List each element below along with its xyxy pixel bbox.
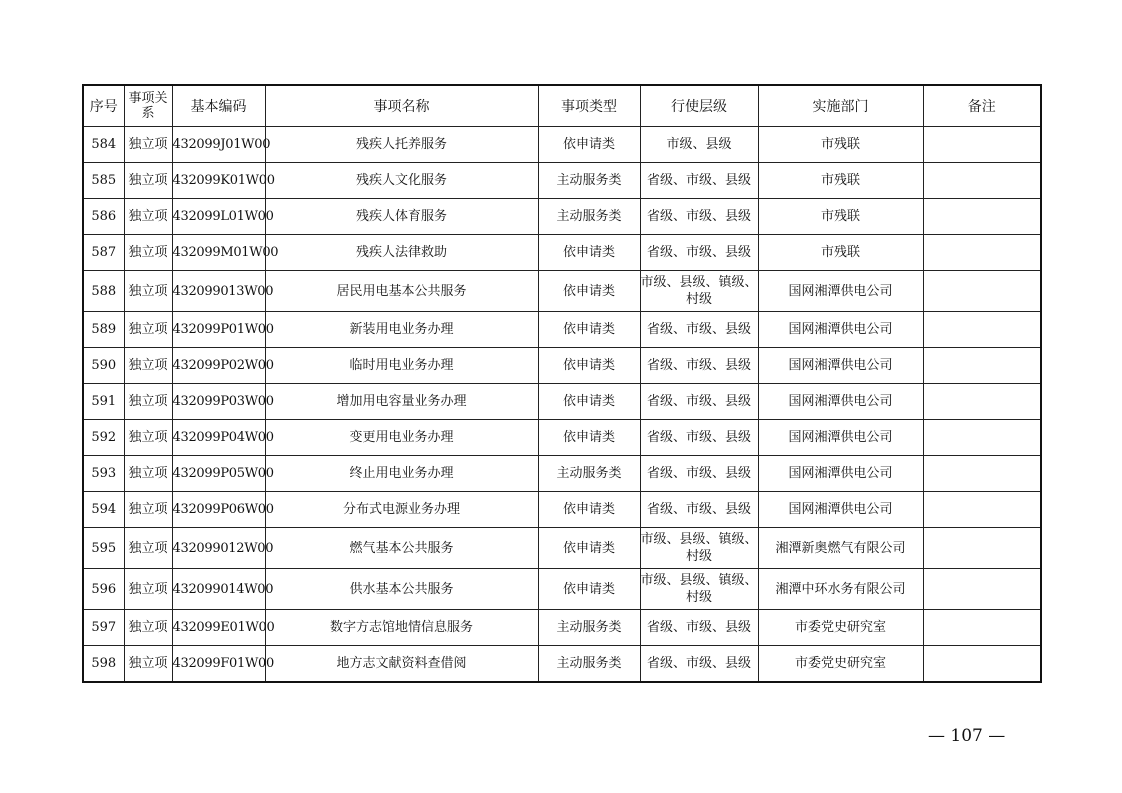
- cell-note: [923, 569, 1041, 610]
- cell-name: 居民用电基本公共服务: [265, 271, 538, 312]
- cell-name: 数字方志馆地情信息服务: [265, 610, 538, 646]
- table-row: [83, 610, 1041, 646]
- table-row: [83, 127, 1041, 163]
- cell-level: 省级、市级、县级: [640, 492, 758, 528]
- cell-code: 432099012W00: [172, 528, 265, 569]
- cell-name: 分布式电源业务办理: [265, 492, 538, 528]
- header-note: 备注: [923, 85, 1041, 127]
- cell-name: 临时用电业务办理: [265, 348, 538, 384]
- cell-note: [923, 348, 1041, 384]
- cell-relation: 独立项: [124, 492, 172, 528]
- cell-type: 依申请类: [538, 384, 640, 420]
- cell-level: 省级、市级、县级: [640, 420, 758, 456]
- cell-name: 残疾人法律救助: [265, 235, 538, 271]
- cell-type: 依申请类: [538, 528, 640, 569]
- cell-level: 市级、县级、镇级、村级: [640, 528, 758, 569]
- cell-name: 增加用电容量业务办理: [265, 384, 538, 420]
- service-items-table: [82, 84, 1042, 683]
- cell-relation: 独立项: [124, 456, 172, 492]
- cell-no: 589: [83, 312, 124, 348]
- cell-name: 残疾人文化服务: [265, 163, 538, 199]
- cell-note: [923, 528, 1041, 569]
- header-level: 行使层级: [640, 85, 758, 127]
- cell-note: [923, 610, 1041, 646]
- cell-dept: 市残联: [758, 127, 923, 163]
- cell-relation: 独立项: [124, 235, 172, 271]
- cell-name: 终止用电业务办理: [265, 456, 538, 492]
- header-name: 事项名称: [265, 85, 538, 127]
- table-header-row: [83, 85, 1041, 127]
- cell-relation: 独立项: [124, 384, 172, 420]
- cell-note: [923, 420, 1041, 456]
- cell-relation: 独立项: [124, 420, 172, 456]
- cell-no: 594: [83, 492, 124, 528]
- cell-code: 432099P01W00: [172, 312, 265, 348]
- table-row: [83, 384, 1041, 420]
- cell-relation: 独立项: [124, 127, 172, 163]
- cell-level: 省级、市级、县级: [640, 163, 758, 199]
- header-code: 基本编码: [172, 85, 265, 127]
- cell-type: 主动服务类: [538, 646, 640, 683]
- cell-dept: 国网湘潭供电公司: [758, 492, 923, 528]
- cell-dept: 湘潭中环水务有限公司: [758, 569, 923, 610]
- table-row: [83, 528, 1041, 569]
- cell-level: 省级、市级、县级: [640, 384, 758, 420]
- cell-type: 依申请类: [538, 127, 640, 163]
- cell-dept: 市残联: [758, 235, 923, 271]
- cell-no: 592: [83, 420, 124, 456]
- cell-name: 新装用电业务办理: [265, 312, 538, 348]
- cell-no: 588: [83, 271, 124, 312]
- table-row: [83, 163, 1041, 199]
- table-row: [83, 420, 1041, 456]
- cell-no: 587: [83, 235, 124, 271]
- cell-type: 依申请类: [538, 492, 640, 528]
- cell-code: 432099E01W00: [172, 610, 265, 646]
- cell-name: 供水基本公共服务: [265, 569, 538, 610]
- table-row: [83, 348, 1041, 384]
- cell-type: 依申请类: [538, 348, 640, 384]
- cell-dept: 国网湘潭供电公司: [758, 271, 923, 312]
- table-row: [83, 199, 1041, 235]
- cell-note: [923, 199, 1041, 235]
- cell-name: 残疾人体育服务: [265, 199, 538, 235]
- header-dept: 实施部门: [758, 85, 923, 127]
- cell-level: 省级、市级、县级: [640, 199, 758, 235]
- cell-level: 省级、市级、县级: [640, 348, 758, 384]
- table-row: [83, 235, 1041, 271]
- cell-name: 燃气基本公共服务: [265, 528, 538, 569]
- cell-no: 591: [83, 384, 124, 420]
- cell-relation: 独立项: [124, 163, 172, 199]
- cell-level: 省级、市级、县级: [640, 235, 758, 271]
- cell-relation: 独立项: [124, 610, 172, 646]
- cell-level: 省级、市级、县级: [640, 312, 758, 348]
- cell-code: 432099F01W00: [172, 646, 265, 683]
- cell-type: 依申请类: [538, 235, 640, 271]
- cell-no: 590: [83, 348, 124, 384]
- cell-relation: 独立项: [124, 528, 172, 569]
- table-row: [83, 456, 1041, 492]
- cell-no: 586: [83, 199, 124, 235]
- cell-dept: 市残联: [758, 199, 923, 235]
- cell-dept: 国网湘潭供电公司: [758, 456, 923, 492]
- table-row: [83, 271, 1041, 312]
- cell-relation: 独立项: [124, 646, 172, 683]
- cell-note: [923, 127, 1041, 163]
- cell-level: 市级、县级: [640, 127, 758, 163]
- cell-no: 597: [83, 610, 124, 646]
- cell-dept: 国网湘潭供电公司: [758, 384, 923, 420]
- cell-code: 432099014W00: [172, 569, 265, 610]
- cell-level: 省级、市级、县级: [640, 646, 758, 683]
- cell-note: [923, 312, 1041, 348]
- cell-relation: 独立项: [124, 569, 172, 610]
- table-row: [83, 646, 1041, 683]
- cell-note: [923, 271, 1041, 312]
- cell-type: 依申请类: [538, 420, 640, 456]
- cell-code: 432099J01W00: [172, 127, 265, 163]
- cell-note: [923, 163, 1041, 199]
- cell-level: 省级、市级、县级: [640, 456, 758, 492]
- cell-relation: 独立项: [124, 312, 172, 348]
- cell-level: 省级、市级、县级: [640, 610, 758, 646]
- header-relation: 事项关系: [124, 85, 172, 127]
- cell-note: [923, 492, 1041, 528]
- table-row: [83, 312, 1041, 348]
- cell-type: 依申请类: [538, 271, 640, 312]
- cell-note: [923, 646, 1041, 683]
- cell-relation: 独立项: [124, 271, 172, 312]
- cell-no: 584: [83, 127, 124, 163]
- cell-dept: 市委党史研究室: [758, 646, 923, 683]
- table-row: [83, 492, 1041, 528]
- page-number: — 107 —: [928, 726, 1006, 746]
- cell-type: 主动服务类: [538, 456, 640, 492]
- cell-no: 593: [83, 456, 124, 492]
- cell-type: 主动服务类: [538, 199, 640, 235]
- cell-no: 585: [83, 163, 124, 199]
- cell-no: 596: [83, 569, 124, 610]
- cell-code: 432099L01W00: [172, 199, 265, 235]
- cell-code: 432099P05W00: [172, 456, 265, 492]
- cell-no: 595: [83, 528, 124, 569]
- cell-code: 432099M01W00: [172, 235, 265, 271]
- cell-code: 432099P03W00: [172, 384, 265, 420]
- cell-note: [923, 235, 1041, 271]
- cell-dept: 国网湘潭供电公司: [758, 348, 923, 384]
- cell-relation: 独立项: [124, 199, 172, 235]
- cell-name: 残疾人托养服务: [265, 127, 538, 163]
- cell-code: 432099K01W00: [172, 163, 265, 199]
- cell-dept: 国网湘潭供电公司: [758, 420, 923, 456]
- cell-dept: 市委党史研究室: [758, 610, 923, 646]
- cell-type: 依申请类: [538, 312, 640, 348]
- cell-type: 主动服务类: [538, 163, 640, 199]
- header-no: 序号: [83, 85, 124, 127]
- header-type: 事项类型: [538, 85, 640, 127]
- cell-level: 市级、县级、镇级、村级: [640, 271, 758, 312]
- cell-dept: 国网湘潭供电公司: [758, 312, 923, 348]
- table-row: [83, 569, 1041, 610]
- cell-note: [923, 456, 1041, 492]
- cell-dept: 湘潭新奥燃气有限公司: [758, 528, 923, 569]
- cell-code: 432099P04W00: [172, 420, 265, 456]
- cell-type: 主动服务类: [538, 610, 640, 646]
- cell-code: 432099P02W00: [172, 348, 265, 384]
- cell-type: 依申请类: [538, 569, 640, 610]
- cell-code: 432099013W00: [172, 271, 265, 312]
- cell-dept: 市残联: [758, 163, 923, 199]
- cell-level: 市级、县级、镇级、村级: [640, 569, 758, 610]
- cell-name: 变更用电业务办理: [265, 420, 538, 456]
- cell-relation: 独立项: [124, 348, 172, 384]
- cell-code: 432099P06W00: [172, 492, 265, 528]
- cell-name: 地方志文献资料查借阅: [265, 646, 538, 683]
- table-body: [83, 127, 1041, 683]
- cell-note: [923, 384, 1041, 420]
- cell-no: 598: [83, 646, 124, 683]
